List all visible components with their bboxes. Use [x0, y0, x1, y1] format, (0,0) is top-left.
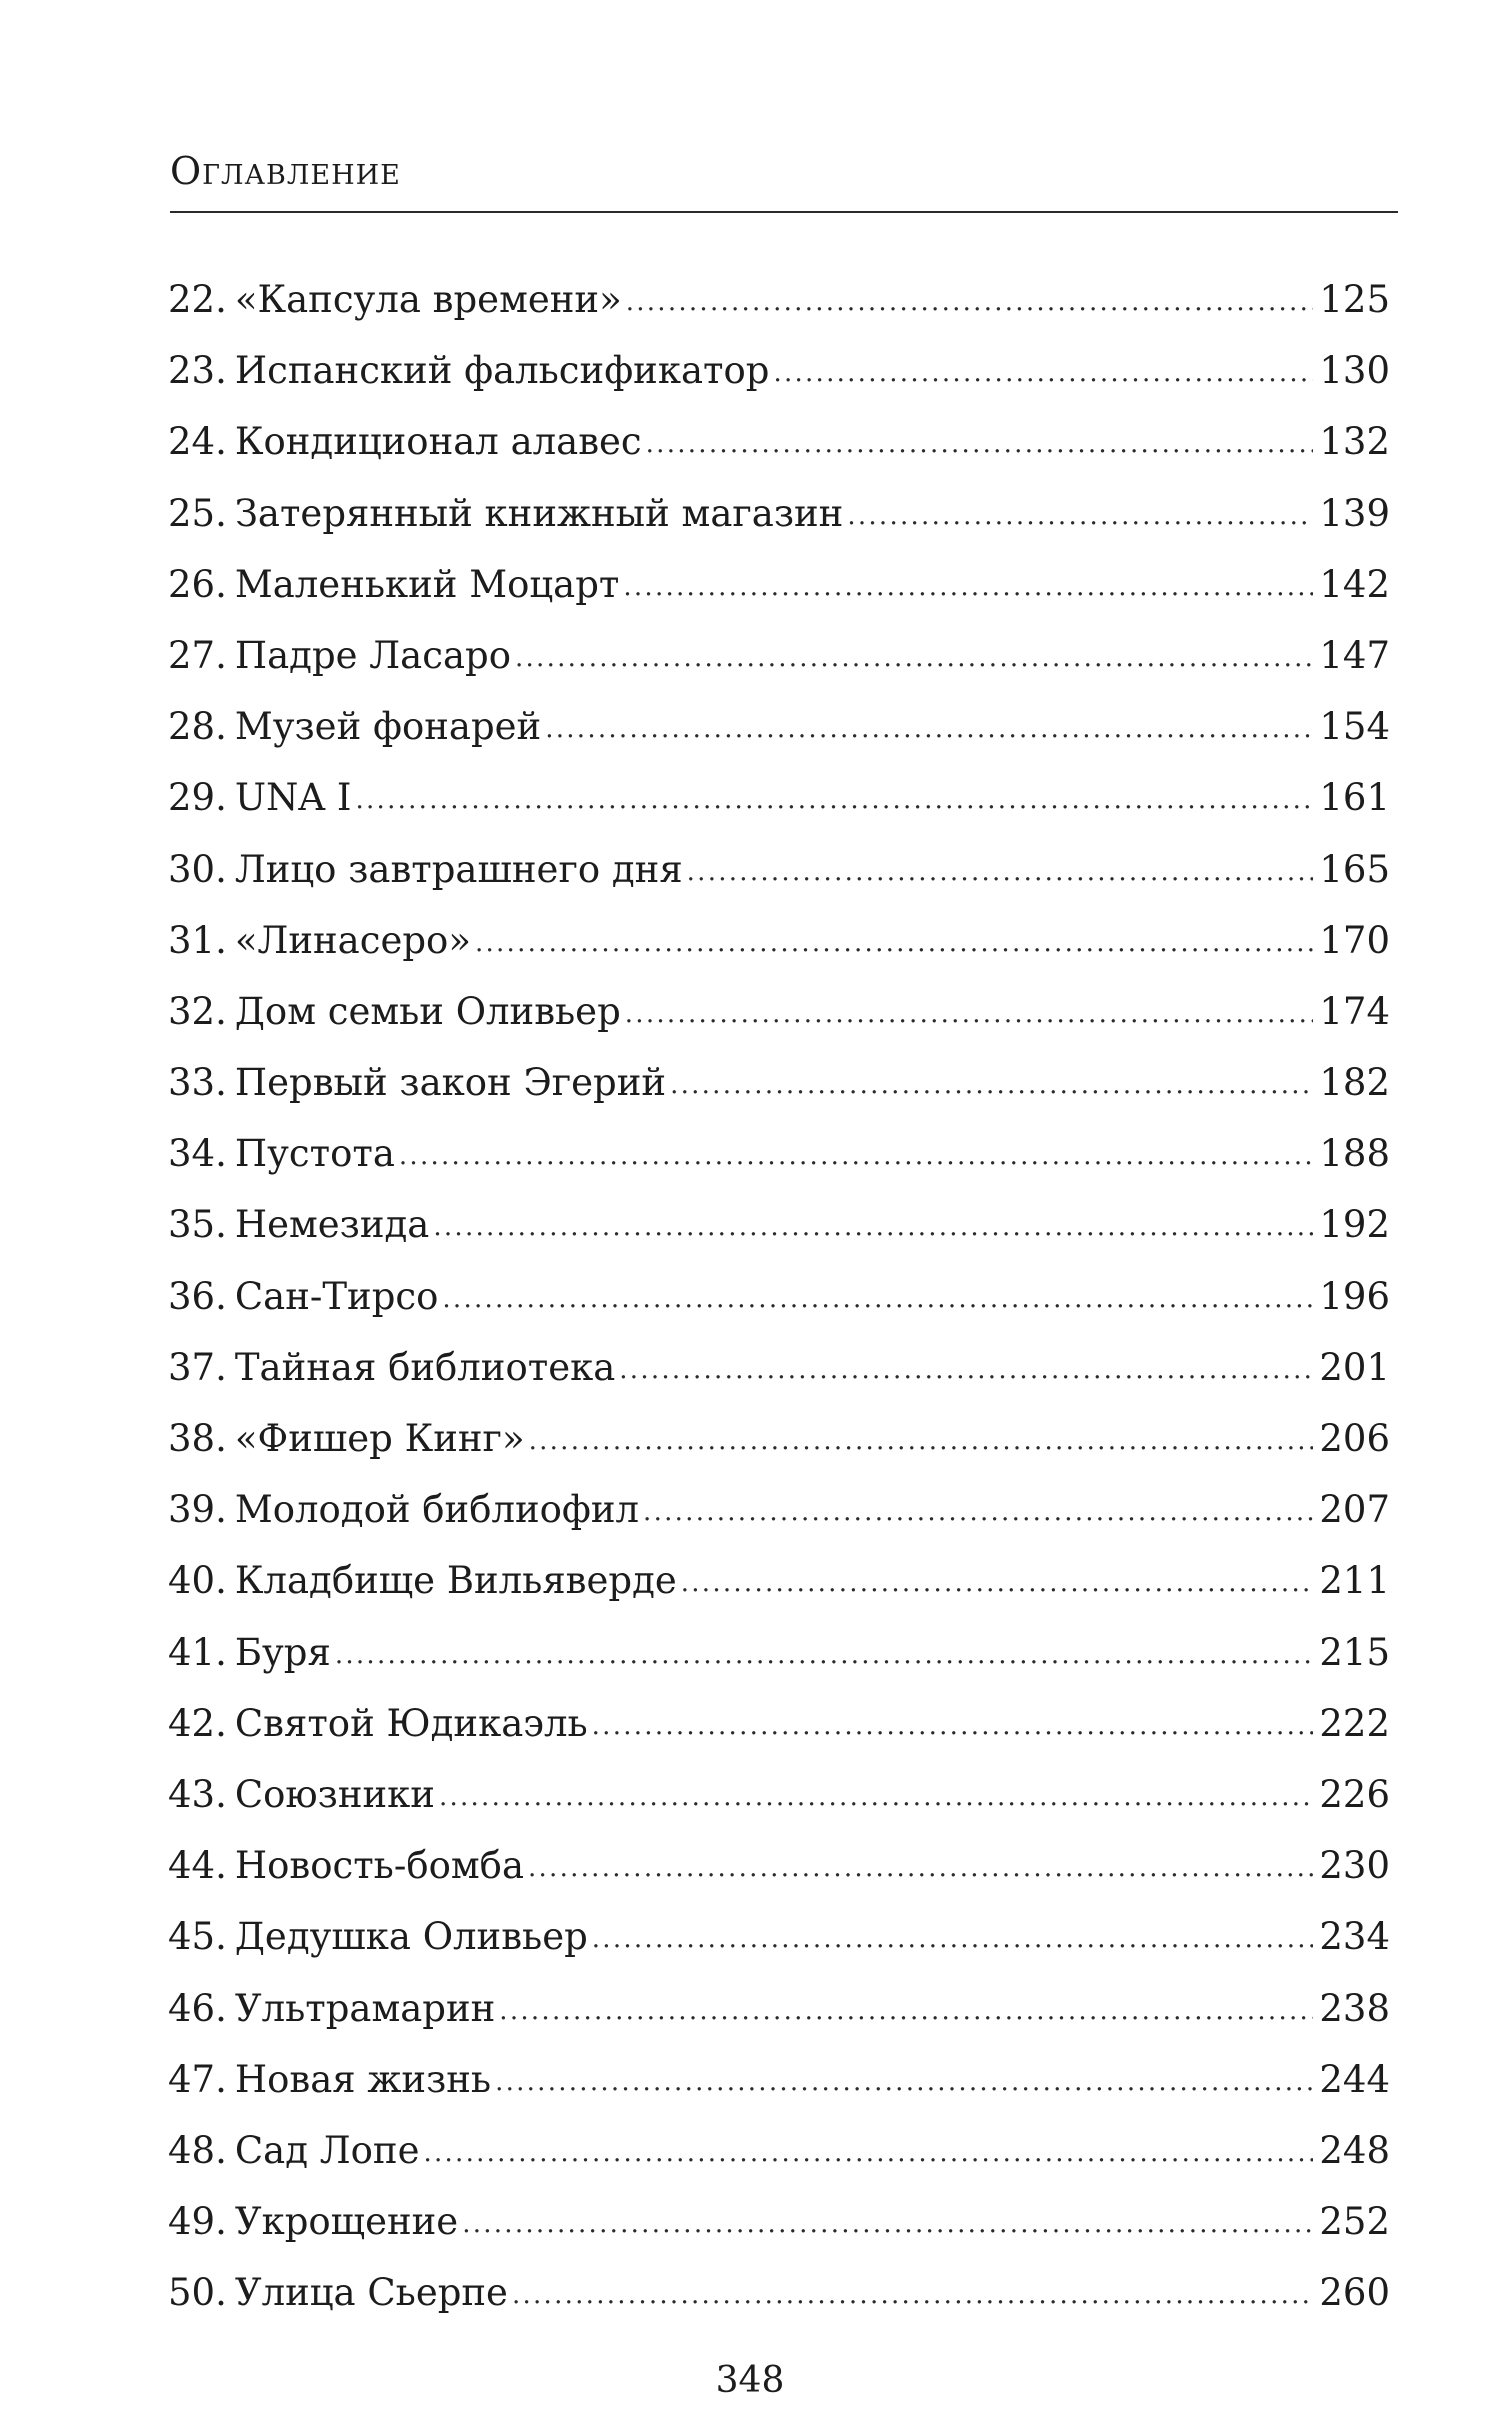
- page-reference: 142: [1319, 562, 1390, 606]
- toc-entry: [168, 2115, 1390, 2186]
- page-reference: 170: [1319, 918, 1390, 962]
- page-reference: 147: [1319, 633, 1390, 677]
- chapter-number: 38.: [168, 1417, 227, 1460]
- chapter-number: 37.: [168, 1345, 227, 1389]
- chapter-number: 40.: [168, 1559, 227, 1603]
- page-reference: 182: [1319, 1061, 1390, 1105]
- chapter-title: Пустота: [234, 1132, 395, 1176]
- dot-leader: [643, 1472, 1313, 1548]
- chapter-number: 45.: [168, 1915, 227, 1959]
- toc-entry: [168, 1617, 1390, 1688]
- dot-leader: [625, 974, 1314, 1050]
- dot-leader: [433, 1187, 1313, 1263]
- chapter-title: Новость-бомба: [234, 1844, 524, 1888]
- dot-leader: [475, 903, 1313, 979]
- page-reference: 222: [1319, 1701, 1390, 1745]
- dot-leader: [670, 1045, 1313, 1121]
- chapter-title: Союзники: [234, 1772, 435, 1816]
- chapter-number: 31.: [168, 918, 227, 962]
- page-reference: 226: [1319, 1772, 1390, 1816]
- chapter-title: Испанский фальсификатор: [234, 349, 770, 393]
- chapter-number: 34.: [168, 1132, 227, 1176]
- chapter-number: 49.: [168, 2200, 227, 2244]
- chapter-title: Падре Ласаро: [234, 633, 511, 677]
- page-reference: 260: [1319, 2271, 1390, 2315]
- toc-entry: [168, 1901, 1390, 1972]
- dot-leader: [499, 1971, 1313, 2047]
- toc-entry: [168, 2186, 1390, 2257]
- chapter-title: Немезида: [234, 1203, 430, 1247]
- page-reference: 174: [1319, 989, 1390, 1033]
- chapter-title: Музей фонарей: [234, 705, 542, 749]
- page-reference: 188: [1319, 1132, 1390, 1176]
- dot-leader: [529, 1401, 1314, 1477]
- chapter-number: 47.: [168, 2057, 227, 2101]
- page-reference: 206: [1319, 1417, 1390, 1460]
- dot-leader: [356, 760, 1314, 836]
- toc-entry: [168, 1332, 1390, 1403]
- chapter-number: 48.: [168, 2128, 227, 2172]
- dot-leader: [847, 476, 1313, 552]
- toc-entry: [168, 406, 1390, 477]
- toc-entry: [168, 691, 1390, 762]
- chapter-number: 43.: [168, 1772, 227, 1816]
- table-of-contents: [168, 264, 1390, 2328]
- toc-entry: [168, 1118, 1390, 1189]
- page-reference: 252: [1319, 2200, 1390, 2244]
- page-reference: 130: [1319, 349, 1390, 393]
- chapter-title: Святой Юдикаэль: [234, 1701, 588, 1745]
- dot-leader: [442, 1259, 1313, 1335]
- chapter-number: 22.: [168, 278, 227, 321]
- chapter-number: 32.: [168, 989, 227, 1033]
- chapter-title: Молодой библиофил: [234, 1488, 640, 1532]
- toc-entry: [168, 264, 1390, 335]
- chapter-number: 27.: [168, 633, 227, 677]
- toc-entry: [168, 620, 1390, 691]
- chapter-title: Кладбище Вильяверде: [234, 1559, 677, 1603]
- dot-leader: [626, 262, 1314, 338]
- toc-entry: [168, 1688, 1390, 1759]
- chapter-title: Первый закон Эгерий: [234, 1061, 667, 1105]
- dot-leader: [681, 1543, 1314, 1619]
- chapter-title: Новая жизнь: [234, 2057, 492, 2101]
- chapter-number: 44.: [168, 1844, 227, 1888]
- toc-entry: [168, 1261, 1390, 1332]
- chapter-number: 26.: [168, 562, 227, 606]
- chapter-title: Маленький Моцарт: [234, 562, 620, 606]
- dot-leader: [495, 2042, 1313, 2118]
- dot-leader: [335, 1615, 1314, 1691]
- chapter-title: «Фишер Кинг»: [234, 1417, 525, 1460]
- running-header: [170, 145, 1398, 197]
- dot-leader: [545, 689, 1313, 765]
- toc-entry: [168, 1973, 1390, 2044]
- chapter-title: Тайная библиотека: [234, 1345, 616, 1389]
- chapter-title: Укрощение: [234, 2200, 459, 2244]
- page-reference: 234: [1319, 1915, 1390, 1959]
- dot-leader: [528, 1828, 1313, 1904]
- chapter-number: 24.: [168, 420, 227, 464]
- dot-leader: [592, 1899, 1314, 1975]
- page-reference: 244: [1319, 2057, 1390, 2101]
- page-reference: 201: [1319, 1345, 1390, 1389]
- page-reference: 238: [1319, 1986, 1390, 2030]
- chapter-number: 41.: [168, 1630, 227, 1674]
- chapter-number: 35.: [168, 1203, 227, 1247]
- chapter-title: «Капсула времени»: [234, 278, 622, 321]
- toc-entry: [168, 762, 1390, 833]
- chapter-number: 50.: [168, 2271, 227, 2315]
- page-reference: 215: [1319, 1630, 1390, 1674]
- page-reference: 207: [1319, 1488, 1390, 1532]
- dot-leader: [623, 547, 1313, 623]
- toc-entry: [168, 1047, 1390, 1118]
- toc-entry: [168, 1830, 1390, 1901]
- toc-entry: [168, 1403, 1390, 1474]
- page-reference: 132: [1319, 420, 1390, 464]
- page-reference: 154: [1319, 705, 1390, 749]
- chapter-title: Затерянный книжный магазин: [234, 491, 844, 535]
- chapter-title: Лицо завтрашнего дня: [234, 847, 683, 891]
- page-number: 348: [715, 2360, 785, 2401]
- chapter-title: «Линасеро»: [234, 918, 471, 962]
- toc-entry: [168, 1759, 1390, 1830]
- chapter-number: 33.: [168, 1061, 227, 1105]
- chapter-title: Дом семьи Оливьер: [234, 989, 621, 1033]
- chapter-number: 36.: [168, 1274, 227, 1318]
- chapter-title: Дедушка Оливьер: [234, 1915, 588, 1959]
- chapter-number: 42.: [168, 1701, 227, 1745]
- chapter-title: Сад Лопе: [234, 2128, 420, 2172]
- toc-entry: [168, 478, 1390, 549]
- toc-entry: [168, 1474, 1390, 1545]
- toc-entry: [168, 2044, 1390, 2115]
- toc-entry: [168, 1545, 1390, 1616]
- chapter-number: 25.: [168, 491, 227, 535]
- page-reference: 125: [1319, 278, 1390, 321]
- dot-leader: [399, 1116, 1313, 1192]
- toc-entry: [168, 2257, 1390, 2328]
- dot-leader: [515, 618, 1313, 694]
- chapter-title: Буря: [234, 1630, 331, 1674]
- chapter-number: 46.: [168, 1986, 227, 2030]
- header-divider: [170, 211, 1398, 213]
- dot-leader: [462, 2184, 1313, 2260]
- chapter-title: Кондиционал алавес: [234, 420, 642, 464]
- chapter-number: 29.: [168, 776, 227, 820]
- toc-entry: [168, 1189, 1390, 1260]
- page-reference: 196: [1319, 1274, 1390, 1318]
- chapter-title: Сан-Тирсо: [234, 1274, 439, 1318]
- page-reference: 161: [1319, 776, 1390, 820]
- dot-leader: [773, 333, 1313, 409]
- chapter-title: Улица Сьерпе: [234, 2271, 508, 2315]
- page-reference: 230: [1319, 1844, 1390, 1888]
- toc-entry: [168, 549, 1390, 620]
- page-reference: 211: [1319, 1559, 1390, 1603]
- dot-leader: [687, 832, 1314, 908]
- chapter-number: 30.: [168, 847, 227, 891]
- chapter-title: Ультрамарин: [234, 1986, 496, 2030]
- page-reference: 139: [1319, 491, 1390, 535]
- dot-leader: [592, 1686, 1314, 1762]
- page-reference: 248: [1319, 2128, 1390, 2172]
- dot-leader: [439, 1757, 1313, 1833]
- dot-leader: [646, 404, 1314, 480]
- toc-entry: [168, 335, 1390, 406]
- page-title: Оглавление: [170, 149, 401, 193]
- chapter-title: UNA I: [234, 776, 352, 820]
- page-reference: 165: [1319, 847, 1390, 891]
- dot-leader: [619, 1330, 1313, 1406]
- chapter-number: 28.: [168, 705, 227, 749]
- page-reference: 192: [1319, 1203, 1390, 1247]
- dot-leader: [423, 2113, 1313, 2189]
- dot-leader: [512, 2255, 1313, 2331]
- toc-entry: [168, 905, 1390, 976]
- chapter-number: 39.: [168, 1488, 227, 1532]
- toc-entry: [168, 834, 1390, 905]
- chapter-number: 23.: [168, 349, 227, 393]
- toc-entry: [168, 976, 1390, 1047]
